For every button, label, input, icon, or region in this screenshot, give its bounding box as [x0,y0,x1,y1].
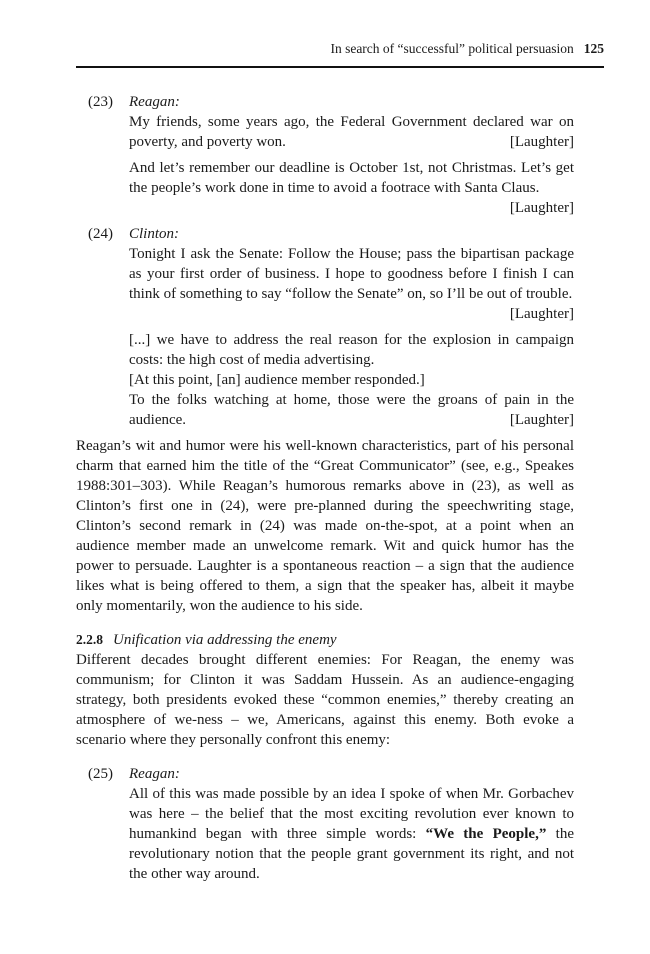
page-body [76,92,574,890]
laughter-annotation: [Laughter] [509,306,574,322]
example-quote [129,158,574,218]
quote-text: And let’s remember our deadline is October 1st, not Christmas. Let’s get the people’s work done in time to avoid a footrace with Santa Claus. [129,160,574,196]
laughter-annotation: [Laughter] [509,200,574,216]
example-speaker: Reagan: [129,94,180,110]
quote-text: To the folks watching at home, those were the groans of pain in the audience. [129,392,574,428]
example-speaker: Reagan: [129,766,180,782]
section-heading [76,630,574,650]
section-number: 2.2.8 [76,632,103,647]
emphasized-quote: “We the People,” [425,826,547,842]
example-quote [129,112,574,152]
example-number: (24) [88,226,113,242]
stage-direction: [At this point, [an] audience member responded.] [129,372,425,388]
quote-text: Tonight I ask the Senate: Follow the House; pass the bipartisan package as your first order of business. I hope to goodness before I finish I can think of something to say “follow the Senate” on, so I’ll be out of trouble. [129,246,574,302]
example-quote [129,784,574,884]
quote-text: All of this was made possible by an idea I spoke of when Mr. Gorbachev was here – the belief that the most exciting revolution ever known to humankind began with three simple words: [129,786,574,842]
example-quote [129,390,574,430]
page-number: 125 [583,41,604,56]
running-title: In search of “successful” political persuasion [330,41,574,56]
laughter-annotation: [Laughter] [509,134,574,150]
example-number: (23) [88,94,113,110]
laughter-annotation: [Laughter] [509,412,574,428]
quote-text: the revolutionary notion that the people grant government its right, and not the other way around. [129,826,574,882]
section-title: Unification via addressing the enemy [113,632,337,648]
example-speaker: Clinton: [129,226,180,242]
example-23 [76,92,574,218]
running-header [76,40,604,68]
example-number: (25) [88,766,113,782]
example-25 [76,764,574,884]
example-quote: [...] we have to address the real reason for the explosion in campaign costs: the high cost of media advertising. [129,332,574,368]
body-paragraph: Reagan’s wit and humor were his well-known characteristics, part of his personal charm that earned him the title of the “Great Communicator” (see, e.g., Speakes 1988:301–303). While Reagan’s humorous remarks above in (23), as well as Clinton’s first one in (24), were pre-planned during the speechwriting stage, Clinton’s second remark in (24) was made on-the-spot, at a point when an audience member made an unwelcome remark. Wit and quick humor has the power to persuade. Laughter is a spontaneous reaction – a sign that the audience likes what is being offered to them, a sign that the speaker has, albeit it maybe only momentarily, won the audience to his side. [76,438,574,614]
example-24 [76,224,574,430]
body-paragraph: Different decades brought different enemies: For Reagan, the enemy was communism; for Clinton it was Saddam Hussein. As an audience-engaging strategy, both presidents evoked these “common enemies,” thereby creating an atmosphere of we-ness – we, Americans, against this enemy. Both evoke a scenario where they personally confront this enemy: [76,652,574,748]
example-quote [129,244,574,324]
quote-text: My friends, some years ago, the Federal Government declared war on poverty, and poverty won. [129,114,574,150]
